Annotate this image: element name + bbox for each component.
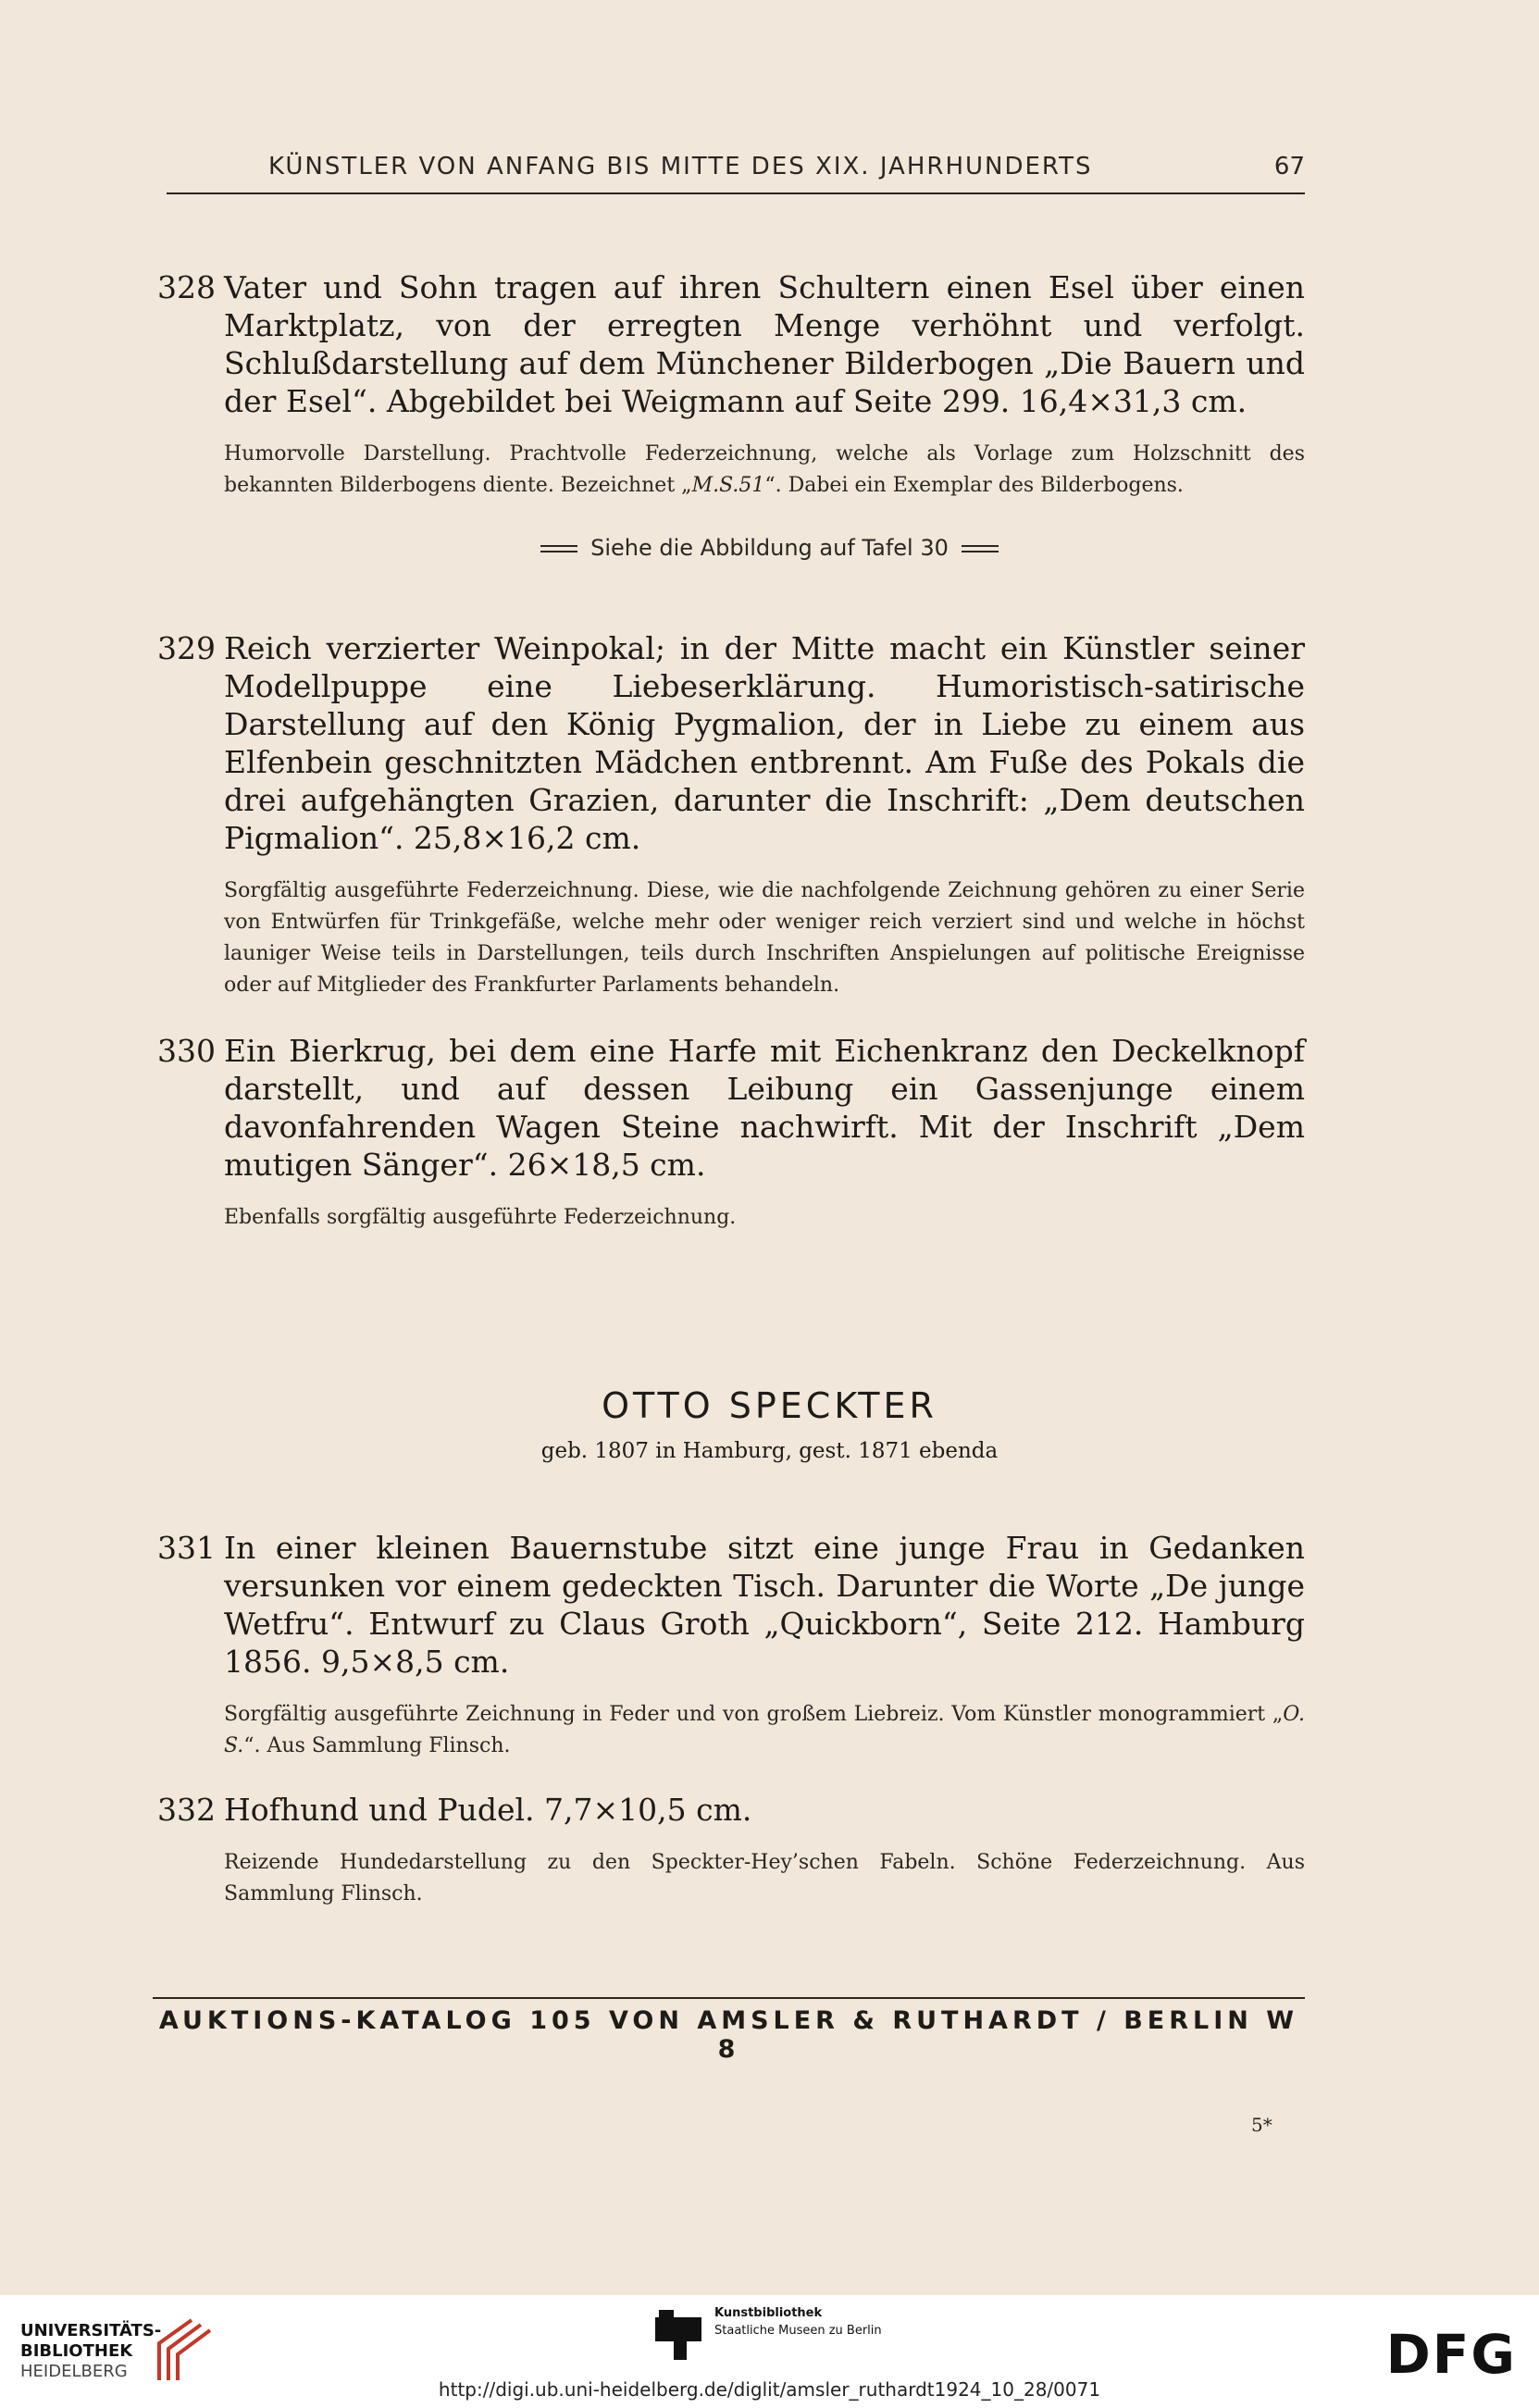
lot-entry-331 bbox=[157, 1529, 1305, 1762]
plate-reference-text: Siehe die Abbildung auf Tafel 30 bbox=[590, 535, 949, 561]
ub-line-2: BIBLIOTHEK bbox=[20, 2341, 133, 2361]
lot-note-text-end: “. Aus Sammlung Flinsch. bbox=[243, 1734, 511, 1757]
lot-text: In einer kleinen Bauernstube sitzt eine junge Frau in Gedanken versunken vor einem gedeckten Tisch. Darunter die Worte „De junge Wetfru“. Entwurf zu Claus Groth „Quickborn“, Seite 212. Hamburg 1856. 9,5×8,5 cm. bbox=[224, 1530, 1305, 1680]
lot-description bbox=[157, 1032, 1305, 1184]
lot-description bbox=[157, 268, 1305, 420]
kb-line-2: Staatliche Museen zu Berlin bbox=[714, 2324, 882, 2338]
permalink-url[interactable]: http://digi.ub.uni-heidelberg.de/diglit/amsler_ruthardt1924_10_28/0071 bbox=[438, 2378, 1101, 2401]
kb-line-1: Kunstbibliothek bbox=[714, 2306, 823, 2320]
lot-text: Reich verzierter Weinpokal; in der Mitte macht ein Künstler seiner Modellpuppe eine Liebeserklärung. Humoristisch-satirische Darstellung auf den König Pygmalion, der in Liebe zu einem aus Elfenbein geschnitzten Mädchen entbrennt. Am Fuße des Pokals die drei aufgehängten Grazien, darunter die Inschrift: „Dem deutschen Pigmalion“. 25,8×16,2 cm. bbox=[224, 630, 1305, 856]
running-head-title: KÜNSTLER VON ANFANG BIS MITTE DES XIX. JAHRHUNDERTS bbox=[268, 153, 1093, 180]
double-rule-right bbox=[962, 545, 999, 552]
artist-heading bbox=[0, 1385, 1539, 1463]
lot-number: 332 bbox=[157, 1792, 216, 1828]
lot-number: 329 bbox=[157, 630, 216, 666]
kunstbibliothek-logo[interactable] bbox=[655, 2304, 882, 2360]
lot-text: Vater und Sohn tragen auf ihren Schultern einen Esel über einen Marktplatz, von der erregten Menge verhöhnt und verfolgt. Schlußdarstellung auf dem Münchener Bilderbogen „Die Bauern und der Esel“. Abgebildet bei Weigmann auf Seite 299. 16,4×31,3 cm. bbox=[224, 269, 1305, 419]
ub-heidelberg-name bbox=[20, 2321, 161, 2382]
lot-entry-330 bbox=[157, 1032, 1305, 1234]
artist-name: OTTO SPECKTER bbox=[602, 1385, 937, 1426]
kunstbibliothek-name bbox=[714, 2304, 882, 2340]
lot-number: 330 bbox=[157, 1033, 216, 1069]
lot-text: Hofhund und Pudel. 7,7×10,5 cm. bbox=[224, 1792, 752, 1828]
ub-heidelberg-logo[interactable] bbox=[20, 2321, 161, 2382]
dfg-logo[interactable]: DFG bbox=[1385, 2323, 1517, 2386]
lot-number: 331 bbox=[157, 1530, 216, 1566]
kunstbibliothek-mark-icon bbox=[655, 2304, 701, 2360]
lot-entry-329 bbox=[157, 629, 1305, 1001]
lot-note-text: Humorvolle Darstellung. Prachtvolle Federzeichnung, welche als Vorlage zum Holzschnitt des bekannten Bilderbogens diente. Bezeichnet „ bbox=[224, 442, 1305, 497]
digitization-footer bbox=[0, 2295, 1539, 2408]
lot-note: Reizende Hundedarstellung zu den Speckter-Hey’schen Fabeln. Schöne Federzeichnung. Aus Sammlung Flinsch. bbox=[224, 1851, 1305, 1905]
header-rule bbox=[167, 192, 1305, 194]
lot-note bbox=[157, 1699, 1305, 1762]
lot-note: Sorgfältig ausgeführte Federzeichnung. Diese, wie die nachfolgende Zeichnung gehören zu einer Serie von Entwürfen für Trinkgefäße, welche mehr oder weniger reich verziert sind und welche in höchst launiger Weise teils in Darstellungen, teils durch Inschriften Anspielungen auf politische Ereignisse oder auf Mitglieder des Frankfurter Parlaments behandeln. bbox=[224, 879, 1305, 997]
running-head bbox=[167, 153, 1305, 180]
signature-mark: 5* bbox=[1251, 2114, 1272, 2136]
lot-description bbox=[157, 1791, 1305, 1829]
lot-number: 328 bbox=[157, 269, 216, 305]
lot-note bbox=[157, 439, 1305, 502]
lot-entry-328 bbox=[157, 268, 1305, 502]
double-rule-left bbox=[540, 545, 577, 552]
page-number: 67 bbox=[1273, 153, 1305, 180]
ub-line-3: HEIDELBERG bbox=[20, 2362, 128, 2381]
lot-description bbox=[157, 1529, 1305, 1681]
lot-note: Ebenfalls sorgfältig ausgeführte Federzeichnung. bbox=[224, 1206, 737, 1229]
lot-entry-332 bbox=[157, 1791, 1305, 1910]
lot-text: Ein Bierkrug, bei dem eine Harfe mit Eichenkranz den Deckelknopf darstellt, und auf dessen Leibung ein Gassenjunge einem davonfahrenden Wagen Steine nachwirft. Mit der Inschrift „Dem mutigen Sänger“. 26×18,5 cm. bbox=[224, 1033, 1305, 1183]
lot-note-text-end: “. Dabei ein Exemplar des Bilderbogens. bbox=[764, 474, 1184, 497]
lot-note-text: Sorgfältig ausgeführte Zeichnung in Feder und von großem Liebreiz. Vom Künstler monogrammiert „ bbox=[224, 1703, 1284, 1726]
monogram-mark: O. S. bbox=[224, 1703, 1305, 1757]
plate-reference bbox=[0, 535, 1539, 561]
footer-rule bbox=[153, 1997, 1305, 1999]
artist-life-dates: geb. 1807 in Hamburg, gest. 1871 ebenda bbox=[540, 1439, 999, 1463]
ub-line-1: UNIVERSITÄTS- bbox=[20, 2321, 162, 2340]
signature-mark: M.S.51 bbox=[691, 474, 765, 497]
catalog-footer: AUKTIONS-KATALOG 105 VON AMSLER & RUTHARDT / BERLIN W 8 bbox=[158, 2006, 1299, 2064]
lot-description bbox=[157, 629, 1305, 857]
